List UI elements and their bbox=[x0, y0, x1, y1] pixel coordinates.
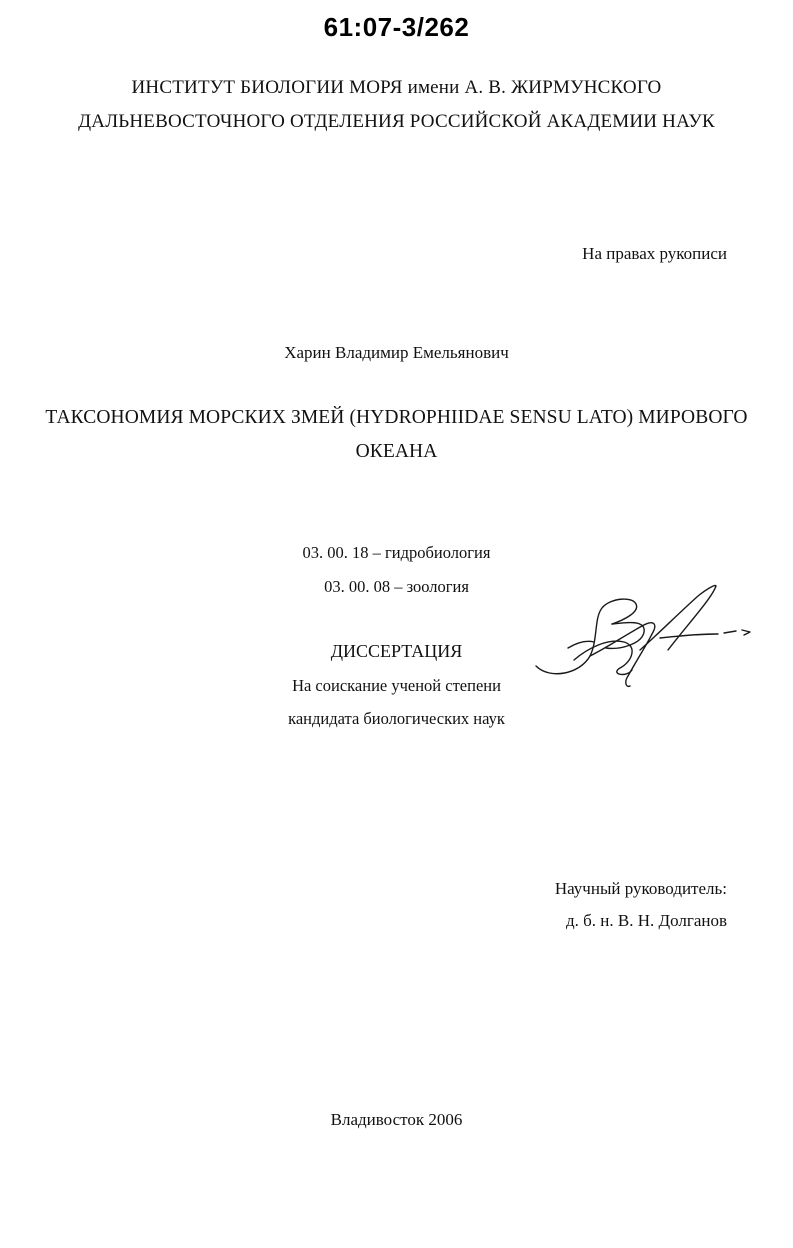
city-and-year: Владивосток 2006 bbox=[330, 1110, 463, 1129]
archive-stamp-number: 61:07-3/262 bbox=[323, 12, 470, 42]
dissertation-heading: ДИССЕРТАЦИЯ bbox=[330, 641, 463, 661]
specialty-code-1: 03. 00. 18 – гидробиология bbox=[302, 543, 491, 562]
rights-notice: На правах рукописи bbox=[582, 244, 727, 263]
supervisor-label: Научный руководитель: bbox=[554, 879, 727, 898]
degree-line-1: На соискание ученой степени bbox=[292, 676, 501, 695]
handwritten-signature bbox=[528, 578, 758, 698]
supervisor-name: д. б. н. В. Н. Долганов bbox=[565, 911, 727, 930]
thesis-title-line-2: ОКЕАНА bbox=[355, 441, 438, 462]
institution-line-1: ИНСТИТУТ БИОЛОГИИ МОРЯ имени А. В. ЖИРМУНСКОГО bbox=[131, 77, 662, 98]
thesis-title-line-1: ТАКСОНОМИЯ МОРСКИХ ЗМЕЙ (HYDROPHIIDAE SENSU LATO) МИРОВОГО bbox=[45, 407, 748, 428]
specialty-code-2: 03. 00. 08 – зоология bbox=[324, 577, 469, 596]
institution-line-2: ДАЛЬНЕВОСТОЧНОГО ОТДЕЛЕНИЯ РОССИЙСКОЙ АКАДЕМИИ НАУК bbox=[78, 111, 715, 132]
degree-line-2: кандидата биологических наук bbox=[288, 709, 505, 728]
author-name: Харин Владимир Емельянович bbox=[284, 343, 509, 362]
